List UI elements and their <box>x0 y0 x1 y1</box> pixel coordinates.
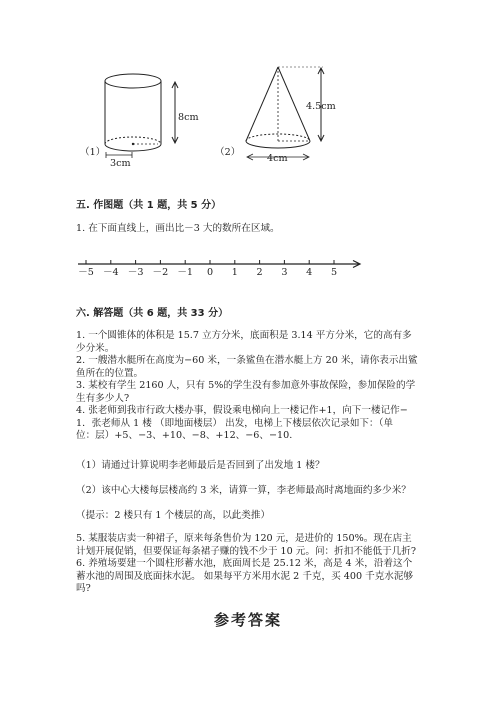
question-line: 4. 张老师到我市行政大楼办事，假设乘电梯向上一楼记作+1，向下一楼记作− <box>76 405 408 416</box>
question4-hint: （提示：2 楼只有 1 个楼层的高，以此类推） <box>76 510 271 521</box>
number-line-label: －3 <box>127 267 144 278</box>
cylinder-figure <box>105 74 178 158</box>
number-line-label: 1 <box>231 267 238 278</box>
cylinder-tag: （1） <box>80 147 106 158</box>
cone-figure <box>246 67 324 160</box>
section5-question1: 1. 在下面直线上，画出比－3 大的数所在区域。 <box>76 223 280 234</box>
question-line: 少分米。 <box>76 342 115 354</box>
answer-title: 参考答案 <box>214 611 283 629</box>
number-line-label: －1 <box>177 267 194 278</box>
question-line: 1. 一个圆锥体的体积是 15.7 立方分米，底面积是 3.14 平方分米，它的高有多 <box>76 330 412 341</box>
question-line: 吗? <box>76 583 91 594</box>
question-line: 生有多少人? <box>76 392 130 404</box>
section6-title: 六. 解答题（共 6 题，共 33 分） <box>76 308 229 319</box>
question-line: 计划开展促销，但要保证每条裙子赚的钱不少于 10 元。问：折扣不能低于几折? <box>76 545 417 557</box>
question-line: 鱼所在的位置。 <box>76 367 144 379</box>
question-line: 3. 某校有学生 2160 人，只有 5%的学生没有参加意外事故保险，参加保险的学 <box>76 380 416 391</box>
number-line-label: 0 <box>206 267 214 278</box>
question4-sub2: （2）该中心大楼每层楼高约 3 米，请算一算，李老师最高时离地面约多少米？ <box>76 485 411 496</box>
number-line-ticks <box>86 260 334 264</box>
cone-height-label: 4.5cm <box>306 101 336 112</box>
question-line: 5. 某服装店卖一种裙子，原来每条售价为 120 元，是进价的 150%。现在店主 <box>76 533 412 544</box>
number-line-label: －2 <box>152 267 169 278</box>
number-line-label: －5 <box>78 267 94 278</box>
cylinder-height-label: 8cm <box>178 112 199 123</box>
cone-tag: （2） <box>215 147 241 158</box>
number-line-label: 3 <box>281 267 288 278</box>
question4-sub1: （1）请通过计算说明李老师最后是否回到了出发地 1 楼？ <box>76 460 325 471</box>
section5-title: 五. 作图题（共 1 题，共 5 分） <box>76 200 222 211</box>
question-line: 1．张老师从 1 楼 （即地面楼层） 出发，电梯上下楼层依次记录如下：（单 <box>76 417 394 429</box>
question-line: 6. 养殖场要建一个圆柱形蓄水池，底面周长是 25.12 米，高是 4 米，沿着这个 <box>76 558 413 569</box>
number-line-label: －4 <box>102 267 119 278</box>
number-line-label: 2 <box>256 267 263 278</box>
cylinder-width-label: 3cm <box>110 158 131 169</box>
question-line: 位：层）+5、−3、+10、−8、+12、−6、−10. <box>76 430 293 441</box>
question-line: 蓄水池的周围及底面抹水泥。 如果每平方米用水泥 2 千克，买 400 千克水泥够 <box>76 570 414 582</box>
cone-width-label: 4cm <box>267 153 288 164</box>
number-line-label: 4 <box>306 267 313 278</box>
question-line: 2. 一艘潜水艇所在高度为−60 米，一条鲨鱼在潜水艇上方 20 米，请你表示出鲨 <box>76 355 418 366</box>
number-line-labels <box>70 266 370 280</box>
number-line-label: 5 <box>330 267 338 278</box>
